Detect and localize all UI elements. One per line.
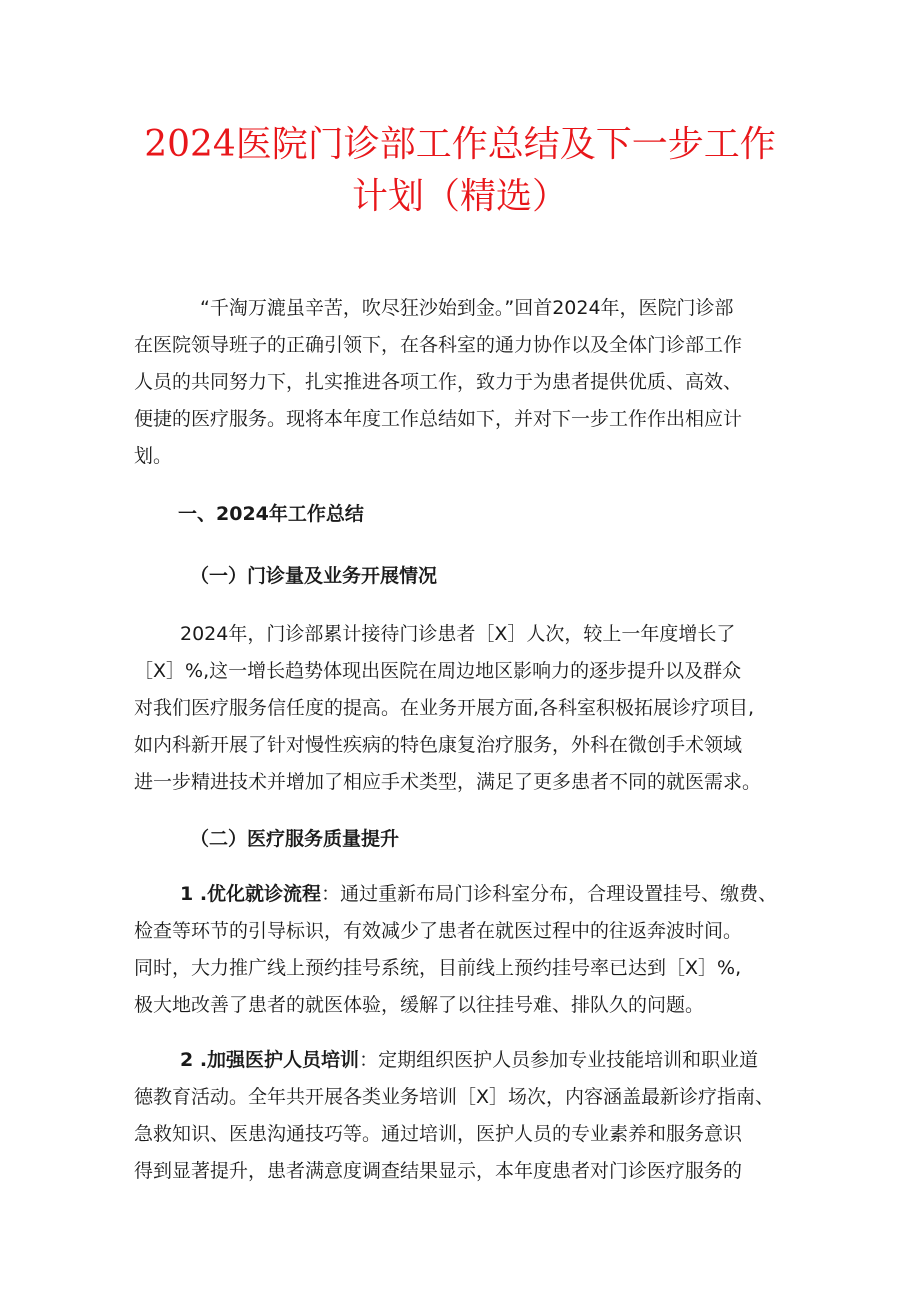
intro-line-2: 在医院领导班子的正确引领下，在各科室的通力协作以及全体门诊部工作 <box>134 334 743 356</box>
item2-label: 2 .加强医护人员培训 <box>180 1049 360 1071</box>
document-title-line-1: 2024医院门诊部工作总结及下一步工作 <box>144 124 776 165</box>
item2-line-4: 得到显著提升，患者满意度调查结果显示，本年度患者对门诊医疗服务的 <box>134 1160 743 1182</box>
intro-line-4: 便捷的医疗服务。现将本年度工作总结如下，并对下一步工作作出相应计 <box>134 408 743 430</box>
item2-line-3: 急救知识、医患沟通技巧等。通过培训，医护人员的专业素养和服务意识 <box>134 1123 743 1145</box>
intro-line-1: “千淘万漉虽辛苦，吹尽狂沙始到金。”回首2024年，医院门诊部 <box>200 297 734 319</box>
item1-label: 1 .优化就诊流程 <box>180 883 322 905</box>
subsection-heading-outpatient-volume: （一）门诊量及业务开展情况 <box>190 565 438 587</box>
subsection-heading-service-quality: （二）医疗服务质量提升 <box>190 828 400 850</box>
item1-line-3: 同时，大力推广线上预约挂号系统，目前线上预约挂号率已达到［X］%, <box>134 957 742 979</box>
item2-text-1: ：定期组织医护人员参加专业技能培训和职业道 <box>359 1049 759 1071</box>
item1-line-4: 极大地改善了患者的就医体验，缓解了以往挂号难、排队久的问题。 <box>134 994 705 1016</box>
section-heading-summary: 一、2024年工作总结 <box>178 503 364 525</box>
item2-first-line <box>180 1046 758 1074</box>
intro-line-3: 人员的共同努力下，扎实推进各项工作，致力于为患者提供优质、高效、 <box>134 371 743 393</box>
sub1-line-4: 如内科新开展了针对慢性疾病的特色康复治疗服务，外科在微创手术领域 <box>134 734 743 756</box>
sub1-line-5: 进一步精进技术并增加了相应手术类型，满足了更多患者不同的就医需求。 <box>134 771 762 793</box>
item1-first-line <box>180 880 777 908</box>
item1-text-1: ：通过重新布局门诊科室分布，合理设置挂号、缴费、 <box>321 883 778 905</box>
sub1-line-1: 2024年，门诊部累计接待门诊患者［X］人次，较上一年度增长了 <box>180 623 736 645</box>
sub1-line-2: ［X］%,这一增长趋势体现出医院在周边地区影响力的逐步提升以及群众 <box>134 660 742 682</box>
item2-line-2: 德教育活动。全年共开展各类业务培训［X］场次，内容涵盖最新诊疗指南、 <box>134 1086 775 1108</box>
item1-line-2: 检查等环节的引导标识，有效减少了患者在就医过程中的往返奔波时间。 <box>134 920 743 942</box>
intro-line-5: 划。 <box>134 445 173 467</box>
document-title-line-2: 计划（精选） <box>351 176 568 217</box>
sub1-line-3: 对我们医疗服务信任度的提高。在业务开展方面,各科室积极拓展诊疗项目, <box>134 697 755 719</box>
